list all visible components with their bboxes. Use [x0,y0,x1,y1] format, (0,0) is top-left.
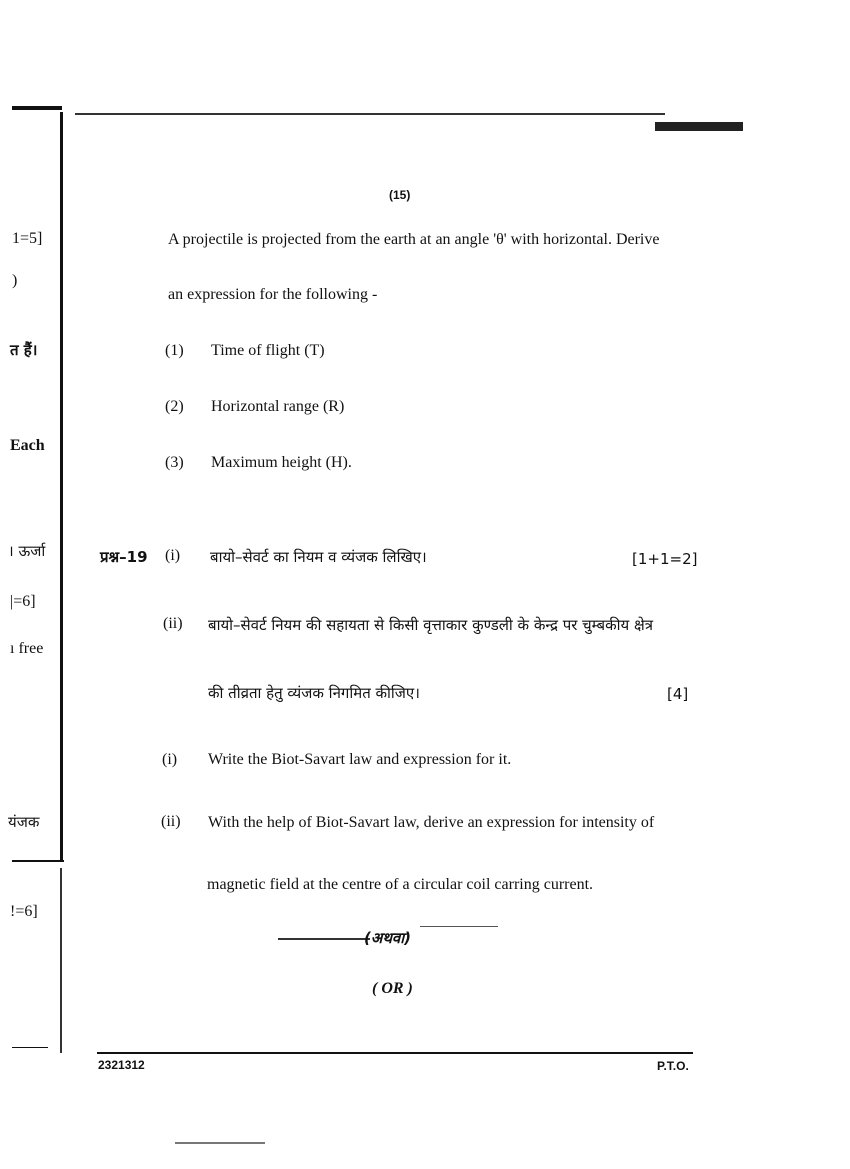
binding-line-lower [60,868,62,1053]
margin-fragment: ı free [10,640,44,657]
list-item-text: Horizontal range (R) [211,398,345,415]
binding-line [60,112,63,860]
margin-fragment: त हैं। [10,341,38,359]
question-label: प्रश्न–19 [100,548,148,566]
bottom-scan-mark [175,1142,265,1144]
question-text-line-1: A projectile is projected from the earth at an angle 'θ' with horizontal. Derive [168,231,660,248]
margin-fragment: यंजक [8,813,40,831]
margin-fragment: Each [10,437,45,454]
top-rule-left [12,106,62,110]
margin-rule-1 [12,860,64,862]
list-item-text: Time of flight (T) [211,342,325,359]
margin-fragment: !=6] [10,903,38,920]
footer-rule [97,1052,693,1054]
or-decoration-left [278,938,370,940]
margin-fragment: |=6] [10,593,36,610]
sub-question-text: Write the Biot-Savart law and expression for it. [208,751,512,768]
sub-question-number: (ii) [163,615,183,632]
or-decoration-right [420,926,498,927]
top-rule [75,113,665,115]
pto-label: P.T.O. [657,1059,689,1073]
sub-question-text-cont: magnetic field at the centre of a circular coil carring current. [207,876,594,893]
or-hindi: (अथवा) [364,929,411,947]
paper-code: 2321312 [98,1058,145,1072]
list-item-number: (2) [165,398,184,415]
page-number: (15) [389,188,411,202]
sub-question-text: With the help of Biot-Savart law, derive an expression for intensity of [208,814,655,831]
top-rule-dark [655,122,743,131]
margin-fragment: 1=5] [12,230,43,247]
hindi-sub-question-text: बायो–सेवर्ट का नियम व व्यंजक लिखिए। [210,548,427,566]
list-item-text: Maximum height (H). [211,454,352,471]
sub-question-number: (ii) [161,813,181,830]
marks: [4] [667,685,689,703]
margin-fragment: ) [12,272,18,289]
hindi-sub-question-text-cont: की तीव्रता हेतु व्यंजक निगमित कीजिए। [208,684,420,702]
sub-question-number: (i) [162,751,178,768]
list-item-number: (3) [165,454,184,471]
list-item-number: (1) [165,342,184,359]
margin-fragment: । ऊर्जा [8,542,46,560]
margin-rule-2 [12,1047,48,1048]
marks: [1+1=2] [632,550,698,568]
hindi-sub-question-text: बायो–सेवर्ट नियम की सहायता से किसी वृत्ताकार कुण्डली के केन्द्र पर चुम्बकीय क्षेत्र [208,616,654,634]
sub-question-number: (i) [165,547,181,564]
question-text-line-2: an expression for the following - [168,286,378,303]
or-english: ( OR ) [372,980,413,997]
